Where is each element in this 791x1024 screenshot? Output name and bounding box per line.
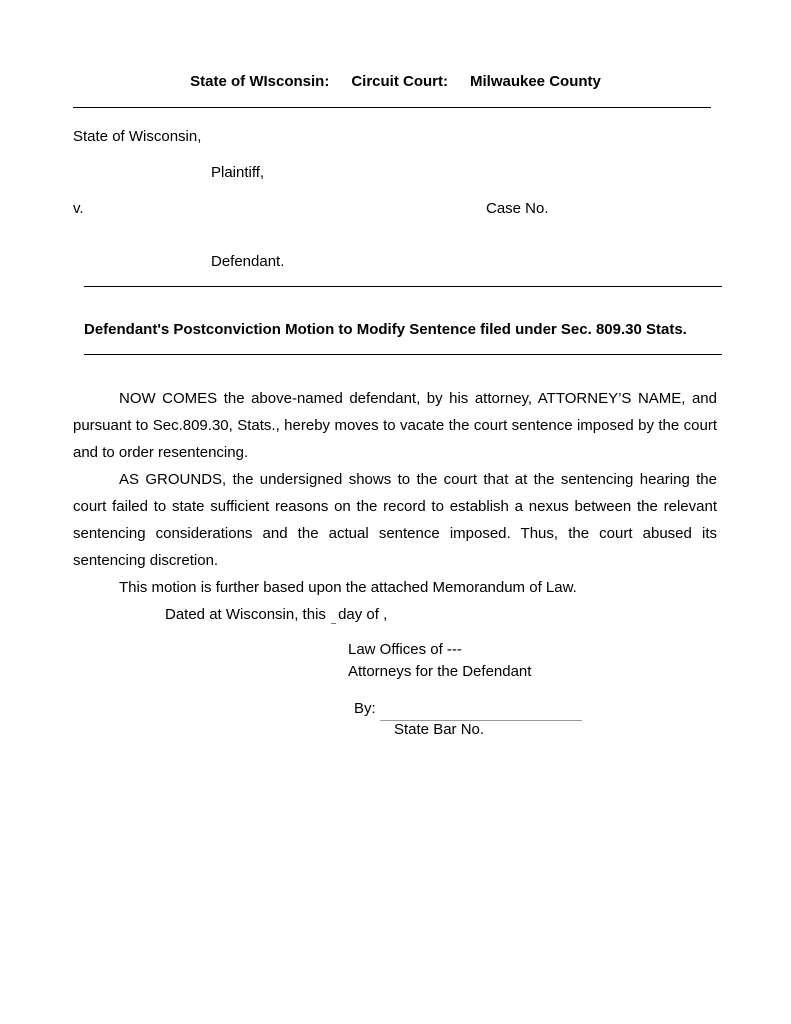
law-offices: Law Offices of --- xyxy=(348,641,462,658)
versus-label: v. xyxy=(73,200,84,217)
caption-divider-bottom xyxy=(84,354,722,355)
caption-divider-top xyxy=(84,286,722,287)
state-bar-label: State Bar No. xyxy=(394,721,485,738)
defendant-role: Defendant. xyxy=(211,253,285,270)
body-paragraph-2: AS GROUNDS, the undersigned shows to the court that at the sentencing hearing the court failed to state sufficient reasons on the record to establish a nexus between the relevant sentencing considerations and the actual sentence imposed. Thus, the court abused its sentencing discretion. xyxy=(73,471,717,569)
header-state: State of WIsconsin: xyxy=(190,73,330,90)
body-paragraph-1: NOW COMES the above-named defendant, by his attorney, ATTORNEY’S NAME, and pursuant to Sec.809.30, Stats., hereby moves to vacate the court sentence imposed by the court and to order resentencing. xyxy=(73,390,717,461)
court-header xyxy=(0,73,791,90)
header-court: Circuit Court: xyxy=(351,73,448,90)
plaintiff-role: Plaintiff, xyxy=(211,164,265,181)
dated-prefix: Dated at Wisconsin, this xyxy=(165,606,326,623)
attorneys-for-defendant: Attorneys for the Defendant xyxy=(348,663,532,680)
header-divider xyxy=(73,107,711,108)
case-number-label: Case No. xyxy=(486,200,549,217)
dated-line xyxy=(165,606,387,624)
header-county: Milwaukee County xyxy=(470,73,601,90)
motion-title: Defendant's Postconviction Motion to Modify Sentence filed under Sec. 809.30 Stats. xyxy=(84,321,687,338)
plaintiff-name: State of Wisconsin, xyxy=(73,128,202,145)
dated-suffix: day of , xyxy=(338,606,388,623)
day-blank xyxy=(331,606,336,624)
body-paragraph-3: This motion is further based upon the attached Memorandum of Law. xyxy=(119,579,577,596)
by-label: By: xyxy=(354,700,376,717)
